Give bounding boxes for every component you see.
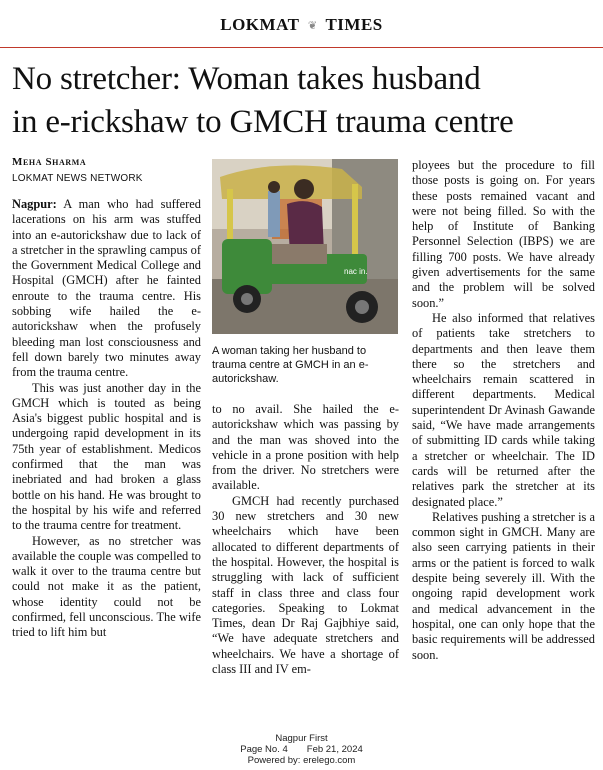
emblem-icon: ❦ [307,20,318,33]
page-footer [0,733,603,766]
article-column-2 [212,402,399,677]
headline-line-1: No stretcher: Woman takes husband [12,61,481,97]
header-rule [0,47,603,48]
masthead-logo-right: TIMES [325,15,383,34]
article-paragraph: This was just another day in the GMCH which is touted as being Asia's biggest public hospital and is undergoing rapid development in its 75th year of establishment. Medicos confirmed that the man was inebriated and had broken a glass bottle on his hand. He was brought to the hospital by his wife and referred to the trauma centre for treatment. [12,380,201,533]
article-paragraph: Relatives pushing a stretcher is a common sight in GMCH. Many are also seen carrying patients in their arms or the patient is forced to walk despite being severely ill. With the ongoing rapid development work and medical advancement in the hospital, one can only hope that the basic requirements will be addressed soon. [412,509,595,662]
article-paragraph: However, as no stretcher was available the couple was compelled to walk it over to the trauma centre but could not make it as the patient, whose identity could not be confirmed, fell unconscious. The wife tried to lift him but [12,533,201,640]
article-column-1 [12,197,201,641]
article-paragraph: Nagpur: A man who had suffered lacerations on his arm was stuffed into an e-autorickshaw due to lack of a stretcher in the sprawling campus of the Government Medical College and Hospital (GMCH) after he fainted enroute to the trauma centre. His sobbing wife hailed the e-autorickshaw when the profusely bleeding man lost consciousness and fell down barely two minutes away from the trauma centre. [12,197,201,380]
article-paragraph: to no avail. She hailed the e-autorickshaw which was passing by and the man was shoved into the vehicle in a prone position with help from the driver. No stretchers were available. [212,402,399,493]
dateline: Nagpur: [12,197,57,211]
headline-line-2: in e-rickshaw to GMCH trauma centre [12,104,514,140]
footer-edition: Nagpur First [275,733,328,744]
article-paragraph: ployees but the procedure to fill those posts is going on. For years these posts remained vacant and were not being filled. So with the help of Institute of Banking Personnel Selection (IBPS) we are filling 700 posts. We have already given advertisements for the same and the problem will be solved soon.” [412,158,595,310]
byline-bureau: LOKMAT NEWS NETWORK [12,173,143,184]
headline [12,58,597,144]
article-column-3 [412,158,595,663]
vehicle-label: nac in. [344,267,368,276]
article-paragraph: GMCH had recently purchased 30 new stretchers and 30 new wheelchairs which have been allocated to different departments of the hospital. However, the hospital is struggling with lack of sufficient staff in class three and class four categories. Speaking to Lokmat Times, dean Dr Raj Gajbhiye said, “We have adequate stretchers and wheelchairs. We have a shortage of class III and IV em- [212,493,399,677]
photo-caption: A woman taking her husband to trauma centre at GMCH in an e-autorickshaw. [212,345,369,385]
article-paragraph: He also informed that relatives of patients take stretchers to departments and then leave them there so the stretchers and wheelchairs remain scattered in different departments. Medical superintendent Dr Avinash Gawande said, “We have made arrangements of submitting ID cards while taking a stretcher or wheelchair. The ID cards will be returned after the relatives park the stretcher at its designated place.” [412,310,595,509]
footer-page-date: Page No. 4 Feb 21, 2024 [240,744,363,755]
news-photo [212,159,398,334]
masthead [0,8,603,42]
footer-powered-by: Powered by: erelego.com [247,755,356,766]
masthead-logo-left: LOKMAT [220,15,300,34]
byline-author: Meha Sharma [12,156,87,168]
photo-illustration [212,159,398,334]
